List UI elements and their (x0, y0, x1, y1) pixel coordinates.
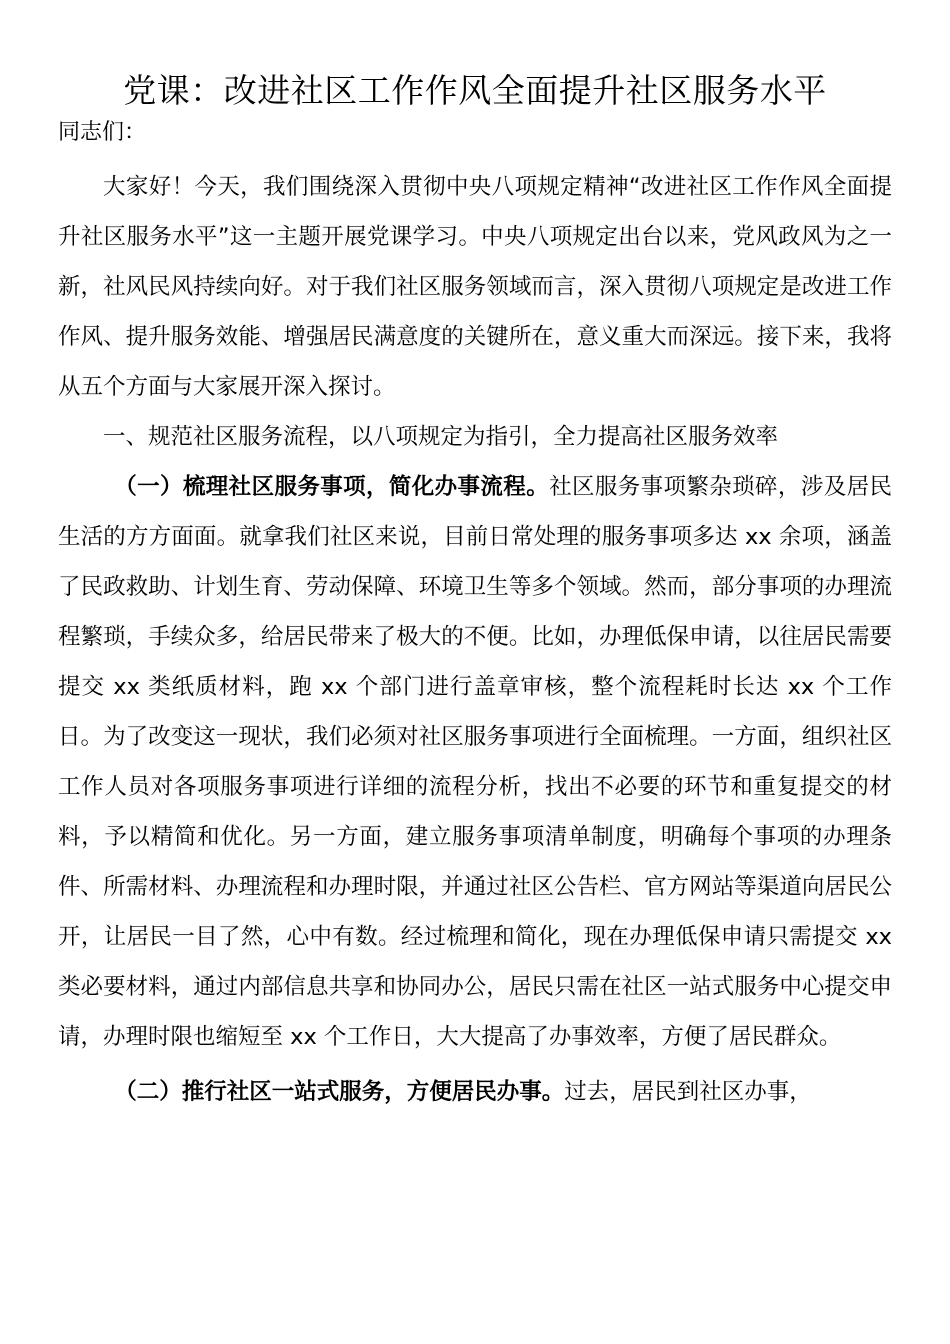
subsection-1-paragraph (58, 462, 892, 1062)
subsection-2-paragraph (58, 1067, 892, 1117)
document-page (58, 64, 892, 1117)
subsection-2-title: （二）推行社区一站式服务，方便居民办事。 (114, 1079, 565, 1105)
section-1-heading: 一、规范社区服务流程，以八项规定为指引，全力提高社区服务效率 (103, 424, 779, 450)
salutation: 同志们： (58, 120, 147, 145)
subsection-1-title: （一）梳理社区服务事项，简化办事流程。 (114, 474, 550, 500)
document-title: 党课：改进社区工作作风全面提升社区服务水平 (123, 71, 827, 110)
subsection-2-body: 过去，居民到社区办事， (564, 1079, 812, 1105)
subsection-1-body: 社区服务事项繁杂琐碎，涉及居民生活的方方面面。就拿我们社区来说，目前日常处理的服务事项多达 xx 余项，涵盖了民政救助、计划生育、劳动保障、环境卫生等多个领域。然而，部分事项的办理流程繁琐，手续众多，给居民带来了极大的不便。比如，办理低保申请，以往居民需要提交 xx 类纸质材料，跑 xx 个部门进行盖章审核，整个流程耗时长达 xx 个工作日。为了改变这一现状，我们必须对社区服务事项进行全面梳理。一方面，组织社区工作人员对各项服务事项进行详细的流程分析，找出不必要的环节和重复提交的材料，予以精简和优化。另一方面，建立服务事项清单制度，明确每个事项的办理条件、所需材料、办理流程和办理时限，并通过社区公告栏、官方网站等渠道向居民公开，让居民一目了然，心中有数。经过梳理和简化，现在办理低保申请只需提交 xx 类必要材料，通过内部信息共享和协同办公，居民只需在社区一站式服务中心提交申请，办理时限也缩短至 xx 个工作日，大大提高了办事效率，方便了居民群众。 (58, 474, 892, 1050)
intro-paragraph: 大家好！今天，我们围绕深入贯彻中央八项规定精神“改进社区工作作风全面提升社区服务水平”这一主题开展党课学习。中央八项规定出台以来，党风政风为之一新，社风民风持续向好。对于我们社区服务领域而言，深入贯彻八项规定是改进工作作风、提升服务效能、增强居民满意度的关键所在，意义重大而深远。接下来，我将从五个方面与大家展开深入探讨。 (58, 174, 892, 400)
